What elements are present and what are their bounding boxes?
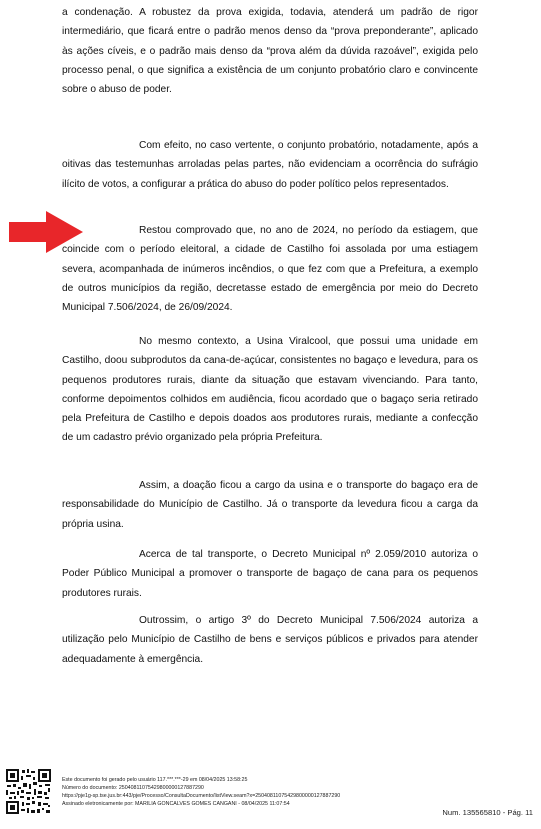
footer-generated-line: Este documento foi gerado pelo usuário 117.***.***-29 em 08/04/2025 13:58:25: [62, 777, 248, 783]
footer-signature-line: Assinado eletronicamente por: MARILIA GONCALVES GOMES CANGANI - 08/04/2025 11:07:54: [62, 801, 290, 808]
paragraph-7: Outrossim, o artigo 3º do Decreto Municipal 7.506/2024 autoriza a utilização pelo Município de Castilho de bens e serviços públicos e privados para atender adequadamente à emergência.: [62, 615, 478, 665]
paragraph-5: Assim, a doação ficou a cargo da usina e o transporte do bagaço era de responsabilidade do Município de Castilho. Já o transporte da levedura ficou a carga da própria usina.: [62, 480, 478, 530]
qr-code-icon: [5, 768, 52, 815]
page-number: Num. 135565810 - Pág. 11: [442, 808, 533, 817]
paragraph-1: a condenação. A robustez da prova exigida, todavia, atenderá um padrão de rigor intermediário, que ficará entre o padrão menos denso da “prova preponderante”, aplicado às ações cíveis, e o padrão mais denso da “prova além da dúvida razoável”, exigida pelo processo penal, o que significa a existência de um conjunto probatório claro e convincente sobre o abuso de poder.: [62, 7, 478, 96]
footer-document-number: Número do documento: 25040811075429800000127887290: [62, 785, 204, 792]
paragraph-3: Restou comprovado que, no ano de 2024, no período da estiagem, que coincide com o período eleitoral, a cidade de Castilho foi assolada por uma estiagem severa, acompanhada de inúmeros incêndios, o que fez com que a Prefeitura, a exemplo de outros municípios da região, decretasse estado de emergência por meio do Decreto Municipal 7.506/2024, de 26/09/2024.: [62, 225, 478, 314]
paragraph-6: Acerca de tal transporte, o Decreto Municipal nº 2.059/2010 autoriza o Poder Público Municipal a promover o transporte de bagaço de cana para os pequenos produtores rurais.: [62, 549, 478, 599]
document-footer: [62, 776, 462, 808]
footer-document-link[interactable]: https://pje1g-sp.tse.jus.br:443/pje/Processo/ConsultaDocumento/listView.seam?x=25040811075429800000127887290: [62, 793, 341, 800]
paragraph-2: Com efeito, no caso vertente, o conjunto probatório, notadamente, após a oitivas das testemunhas arroladas pelas partes, não evidenciam a ocorrência do sufrágio ilícito de votos, a configurar a prática do abuso do poder político pelos representados.: [62, 140, 478, 190]
paragraph-4: No mesmo contexto, a Usina Viralcool, que possui uma unidade em Castilho, doou subprodutos da cana-de-açúcar, consistentes no bagaço e levedura, para os pequenos produtores rurais, diante da situação que estavam vivenciando. Para tanto, conforme depoimentos colhidos em audiência, ficou acordado que o bagaço seria retirado pela Prefeitura de Castilho e depois doados aos produtores rurais, mediante a confecção de um cadastro prévio organizado pela própria Prefeitura.: [62, 336, 478, 444]
red-arrow-icon: [6, 209, 84, 255]
